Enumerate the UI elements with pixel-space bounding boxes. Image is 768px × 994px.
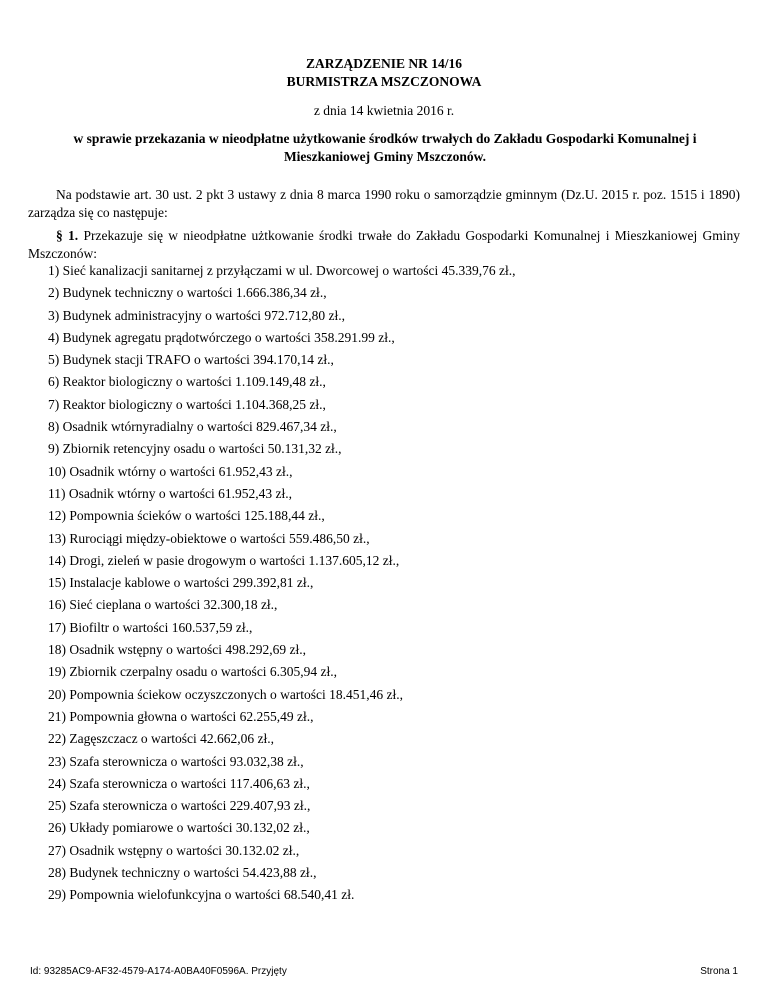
section-1-paragraph [28, 227, 740, 263]
list-item: 29) Pompownia wielofunkcyjna o wartości 68.540,41 zł. [48, 887, 355, 903]
list-item: 11) Osadnik wtórny o wartości 61.952,43 zł., [48, 485, 292, 501]
document-issuer: BURMISTRZA MSZCZONOWA [286, 74, 482, 89]
list-item: 19) Zbiornik czerpalny osadu o wartości 6.305,94 zł., [48, 664, 338, 680]
list-item: 17) Biofiltr o wartości 160.537,59 zł., [48, 619, 253, 635]
asset-list [48, 262, 515, 909]
list-item: 10) Osadnik wtórny o wartości 61.952,43 zł., [48, 463, 293, 479]
list-item: 6) Reaktor biologiczny o wartości 1.109.149,48 zł., [48, 374, 326, 390]
list-item: 1) Sieć kanalizacji sanitarnej z przyłączami w ul. Dworcowej o wartości 45.339,76 zł., [48, 263, 516, 278]
list-item: 23) Szafa sterownicza o wartości 93.032,38 zł., [48, 753, 304, 769]
list-item: 13) Rurociągi między-obiektowe o wartości 559.486,50 zł., [48, 530, 370, 546]
footer-page-number: Strona 1 [700, 966, 738, 977]
section-1-label: § 1. [56, 228, 79, 243]
list-item: 14) Drogi, zieleń w pasie drogowym o wartości 1.137.605,12 zł., [48, 552, 400, 568]
list-item: 7) Reaktor biologiczny o wartości 1.104.368,25 zł., [48, 396, 326, 412]
list-item: 3) Budynek administracyjny o wartości 972.712,80 zł., [48, 307, 345, 323]
list-item: 20) Pompownia ściekow oczyszczonych o wartości 18.451,46 zł., [48, 686, 404, 702]
section-1-text: Przekazuje się w nieodpłatne użtkowanie środki trwałe do Zakładu Gospodarki Komunalnej i Mieszkaniowej Gminy Mszczonów: [28, 228, 741, 261]
list-item: 2) Budynek techniczny o wartości 1.666.386,34 zł., [48, 285, 327, 301]
list-item: 8) Osadnik wtórnyradialny o wartości 829.467,34 zł., [48, 419, 337, 435]
list-item: 27) Osadnik wstępny o wartości 30.132.02 zł., [48, 842, 300, 858]
list-item: 4) Budynek agregatu prądotwórczego o wartości 358.291.99 zł., [48, 329, 395, 345]
list-item: 18) Osadnik wstępny o wartości 498.292,69 zł., [48, 642, 306, 658]
list-item: 25) Szafa sterownicza o wartości 229.407,93 zł., [48, 798, 311, 814]
footer-document-id: Id: 93285AC9-AF32-4579-A174-A0BA40F0596A. Przyjęty [30, 966, 287, 977]
list-item: 16) Sieć cieplana o wartości 32.300,18 zł., [48, 597, 278, 613]
list-item: 5) Budynek stacji TRAFO o wartości 394.170,14 zł., [48, 352, 334, 368]
list-item: 22) Zagęszczacz o wartości 42.662,06 zł., [48, 731, 275, 747]
list-item: 9) Zbiornik retencyjny osadu o wartości 50.131,32 zł., [48, 441, 342, 457]
list-item: 12) Pompownia ścieków o wartości 125.188,44 zł., [48, 508, 325, 524]
preamble-paragraph [28, 186, 740, 222]
list-item: 15) Instalacje kablowe o wartości 299.392,81 zł., [48, 575, 314, 591]
document-title: ZARZĄDZENIE NR 14/16 [305, 56, 463, 71]
preamble-text: Na podstawie art. 30 ust. 2 pkt 3 ustawy z dnia 8 marca 1990 roku o samorządzie gminnym (Dz.U. 2015 r. poz. 1515 i 1890) zarządza się co następuje: [28, 187, 740, 220]
document-subject: w sprawie przekazania w nieodpłatne użytkowanie środków trwałych do Zakładu Gospodarki Komunalnej i Mieszkaniowej Gminy Mszczonów. [73, 131, 697, 164]
document-date: z dnia 14 kwietnia 2016 r. [313, 103, 455, 118]
list-item: 26) Układy pomiarowe o wartości 30.132,02 zł., [48, 820, 310, 836]
list-item: 24) Szafa sterownicza o wartości 117.406,63 zł., [48, 775, 310, 791]
list-item: 28) Budynek techniczny o wartości 54.423,88 zł., [48, 865, 317, 881]
list-item: 21) Pompownia głowna o wartości 62.255,49 zł., [48, 708, 314, 724]
